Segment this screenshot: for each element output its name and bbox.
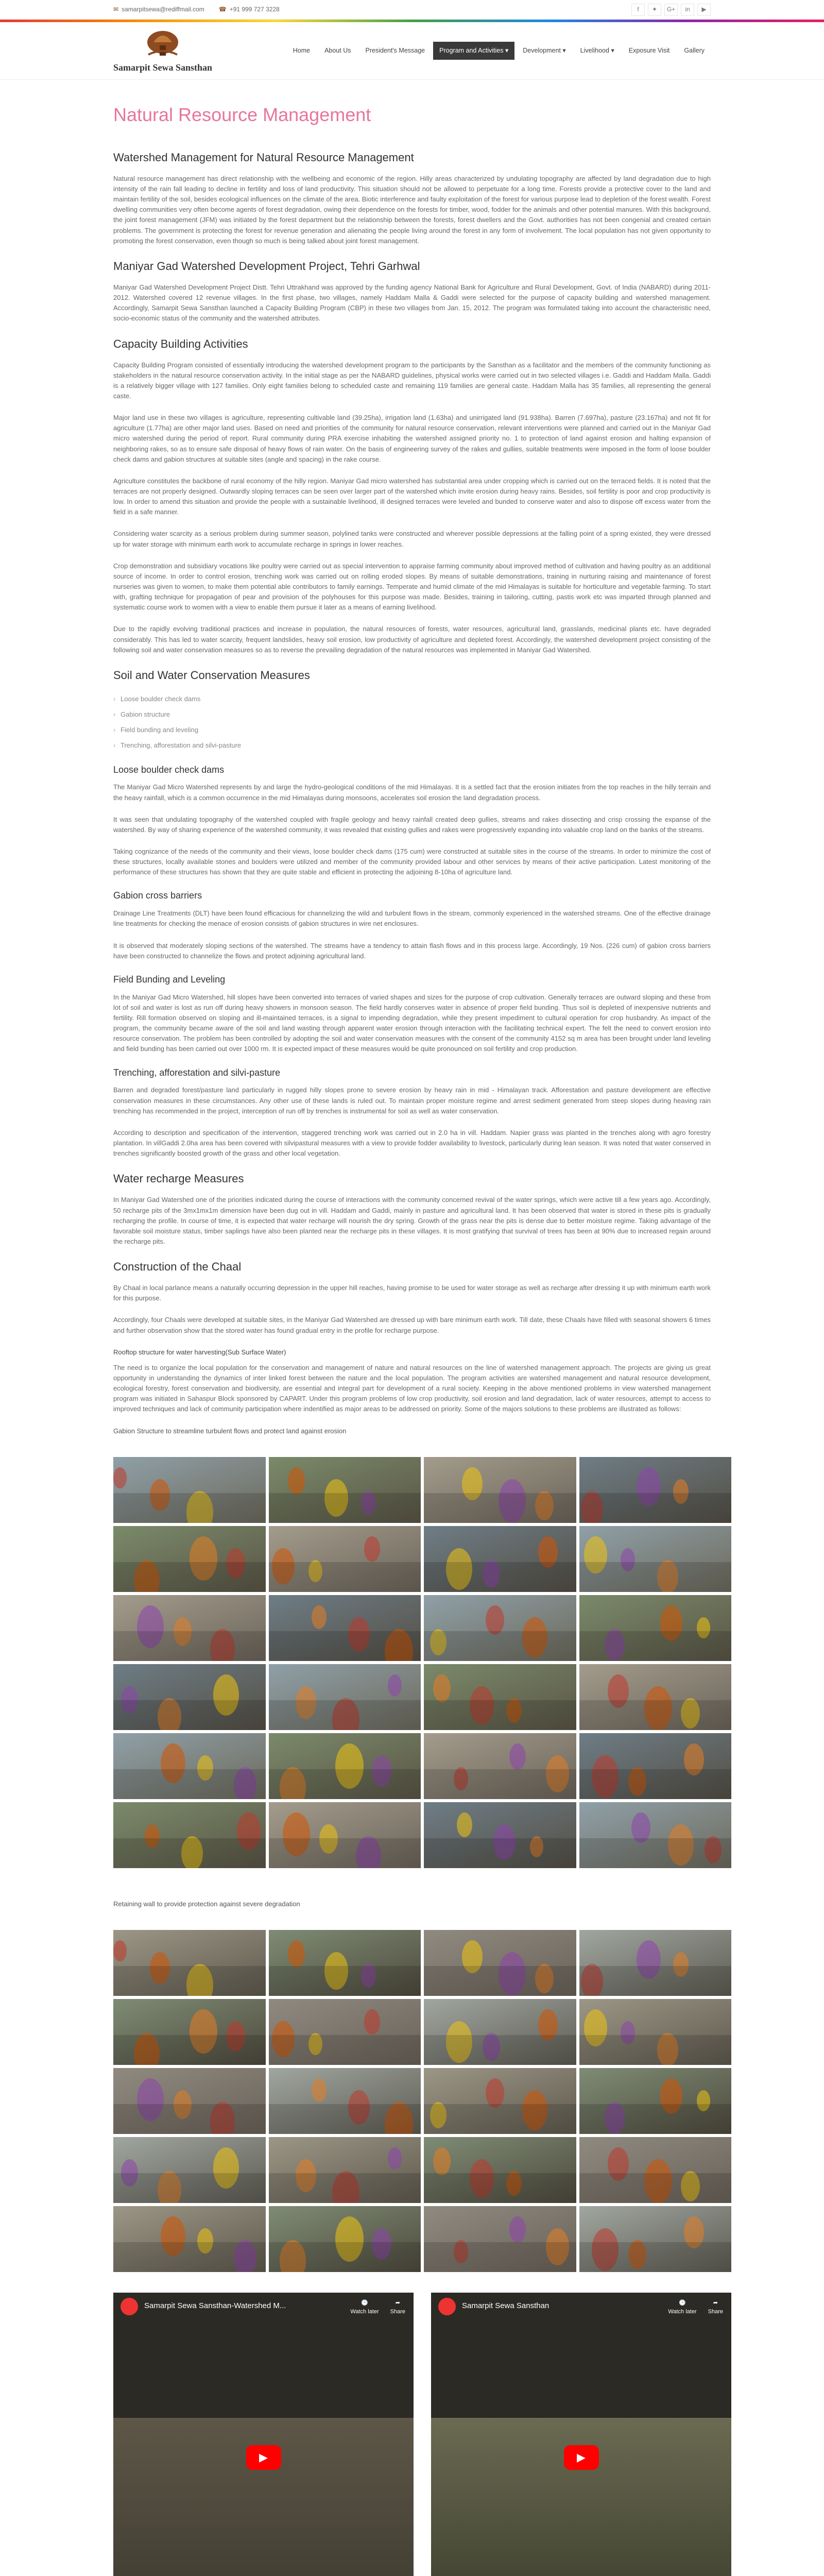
- photo-ground: [424, 2035, 576, 2065]
- photo-detail: [486, 2078, 504, 2108]
- photo-ground: [424, 1493, 576, 1523]
- gallery-photo[interactable]: [113, 2137, 266, 2203]
- nav-development[interactable]: Development ▾: [523, 46, 566, 54]
- photo-detail: [312, 1605, 327, 1629]
- conservation-measures-list: [113, 691, 711, 754]
- video-player[interactable]: [431, 2293, 731, 2576]
- nav-program-activities[interactable]: Program and Activities ▾: [433, 42, 514, 60]
- paragraph: It is observed that moderately sloping sections of the watershed. The streams have a tendency to attain flash flows and in this process large. Accordingly, 19 Nos. (226 cum) of gabion cross barriers have been constructed to channelize the flows and protect adjoining agricultural land.: [113, 941, 711, 960]
- video-thumbnail: [431, 2418, 731, 2576]
- photo-detail: [113, 1940, 127, 1962]
- photo-ground: [424, 2242, 576, 2272]
- photo-ground: [269, 1562, 421, 1592]
- paragraph: Major land use in these two villages is agriculture, representing cultivable land (39.25ha), irrigation land (1.63ha) and unirrigated land (91.938ha). Barren (7.697ha), pasture (23.167ha) and not fit for agriculture (1.77ha) are other major land uses. Based on need and priorities of the community for natural resource conservation, relevant interventions were planned and carried out in the Maniyar Gad micro watershed during the period of report. Rural community during PRA exercise inhabiting the watershed assigned priority no. 1 to protection of land against erosion and halting expansion of neighboring rakes, so as to ensure safe disposal of heavy flows of rain water. On the basis of engineering survey of the rakes and gullies, suitable treatments were imposed in the form of loose boulder check dams and gabion structures at suitable sites (angle and spacing) in the rake course.: [113, 414, 711, 463]
- photo-ground: [424, 2173, 576, 2203]
- section-title: Maniyar Gad Watershed Development Project, Tehri Garhwal: [113, 259, 420, 273]
- section-title: Watershed Management for Natural Resource Management: [113, 150, 414, 164]
- photo-ground: [269, 1493, 421, 1523]
- gallery-photo[interactable]: [424, 1595, 576, 1661]
- youtube-icon[interactable]: ▶: [697, 4, 711, 16]
- photo-ground: [113, 1700, 266, 1730]
- paragraph: It was seen that undulating topography of the watershed coupled with fragile geology and heavy rainfall created deep gullies, streams and rakes dissecting and crisp crossing the expanse of the watershed. By way of sharing experience of the watershed community, it was revealed that existing gullies and rakes were progressively expanding into valuable crop land on the banks of the streams.: [113, 815, 711, 834]
- photo-ground: [113, 2242, 266, 2272]
- google-plus-icon[interactable]: G+: [664, 4, 678, 16]
- list-item: › Gabion structure: [113, 707, 711, 722]
- photo-ground: [579, 1769, 732, 1799]
- photo-detail: [486, 1605, 504, 1635]
- gallery-caption: Gabion Structure to streamline turbulent flows and protect land against erosion: [113, 1427, 347, 1435]
- gallery-photo[interactable]: [424, 2068, 576, 2134]
- list-item: › Trenching, afforestation and silvi-pasture: [113, 738, 711, 753]
- paragraph: By Chaal in local parlance means a naturally occurring depression in the upper hill reaches, having promise to be used for water storage as well as recharge after dressing it up with minimum earth work for this purpose.: [113, 1284, 711, 1302]
- gallery-photo[interactable]: [113, 2068, 266, 2134]
- photo-ground: [579, 1631, 732, 1661]
- subsection-title: Loose boulder check dams: [113, 764, 225, 775]
- photo-detail: [288, 1467, 305, 1495]
- section-title: Water recharge Measures: [113, 1172, 244, 1185]
- gallery-photo[interactable]: [113, 1526, 266, 1592]
- nav-exposure-visit[interactable]: Exposure Visit: [628, 46, 670, 54]
- page-title: Natural Resource Management: [113, 104, 371, 125]
- gallery-photo[interactable]: [424, 1802, 576, 1868]
- photo-ground: [269, 1838, 421, 1868]
- gallery-photo[interactable]: [579, 1526, 732, 1592]
- gallery-photo[interactable]: [424, 1664, 576, 1730]
- photo-detail: [113, 1467, 127, 1489]
- channel-avatar: [121, 2298, 138, 2315]
- share-button[interactable]: ➦ Share: [390, 2299, 405, 2315]
- list-item: › Loose boulder check dams: [113, 691, 711, 707]
- video-title: Samarpit Sewa Sansthan: [462, 2301, 550, 2310]
- gallery-photo[interactable]: [424, 1733, 576, 1799]
- photo-ground: [113, 2173, 266, 2203]
- play-icon[interactable]: ▶: [564, 2445, 599, 2470]
- gallery-photo[interactable]: [579, 1802, 732, 1868]
- main-content: [0, 80, 824, 2576]
- gallery-photo[interactable]: [579, 1733, 732, 1799]
- photo-ground: [579, 1838, 732, 1868]
- gallery-photo[interactable]: [269, 2137, 421, 2203]
- gallery-photo[interactable]: [269, 1457, 421, 1523]
- subsection-title: Field Bunding and Leveling: [113, 974, 226, 985]
- photo-ground: [579, 1700, 732, 1730]
- nav-about[interactable]: About Us: [324, 46, 351, 54]
- gallery-photo[interactable]: [269, 2206, 421, 2272]
- subheading: Rooftop structure for water harvesting(Sub Surface Water): [113, 1348, 286, 1356]
- gallery-photo[interactable]: [113, 1999, 266, 2065]
- video-actions: [350, 2299, 405, 2316]
- chevron-down-icon: ▾: [562, 46, 566, 54]
- gallery-photo[interactable]: [424, 2137, 576, 2203]
- subsection-title: Gabion cross barriers: [113, 890, 202, 901]
- photo-ground: [269, 1769, 421, 1799]
- photo-detail: [509, 2216, 526, 2243]
- paragraph: According to description and specification of the intervention, staggered trenching work was carried out in 2.0 ha in vill. Haddam. Napier grass was planted in the trenches along with agro forestry plantation. In villGaddi 2.0ha area has been covered with silvipastural measures with a view to provide fodder availability to livestock, particularly during lean season. It was noted that water conserved in trenches significantly boosted growth of the grass and other local vegetation.: [113, 1128, 711, 1158]
- gallery-photo[interactable]: [579, 1999, 732, 2065]
- gallery-photo[interactable]: [113, 2206, 266, 2272]
- gallery-photo[interactable]: [113, 1802, 266, 1868]
- photo-ground: [424, 2104, 576, 2134]
- section-title: Soil and Water Conservation Measures: [113, 668, 310, 682]
- gallery-caption: Retaining wall to provide protection against severe degradation: [113, 1900, 300, 1908]
- top-phone[interactable]: ☎ +91 999 727 3228: [218, 6, 280, 13]
- photo-detail: [364, 2009, 380, 2035]
- gallery-photo[interactable]: [269, 1664, 421, 1730]
- paragraph: Due to the rapidly evolving traditional practices and increase in population, the natural resources of forests, water resources, agricultural land, grasslands, medicinal plants etc. have degraded considerably. This has led to water scarcity, frequent landslides, heavy soil erosion, low productivity of agriculture and depleted forest. Accordingly, the watershed development project consisting of the following soil and water conservation measures so as to reverse the prevailing degradation of the natural resources was implemented in Maniyar Gad Watershed.: [113, 625, 711, 654]
- photo-ground: [579, 1493, 732, 1523]
- gallery-photo[interactable]: [424, 1457, 576, 1523]
- paragraph: Natural resource management has direct relationship with the wellbeing and economic of the region. Hilly areas characterized by undulating topography are affected by land degradation due to high intensity of the rain fall leading to decline in fertility and loss of land productivity. This situation should not be allowed to perpetuate for a long time. Forests provide a protective cover to the land and maintain fertility of the soil, besides ecological influences on the climate of the area. Biotic interference and faulty exploitation of the forest for various purpose lead to depletion of the forest wealth. Forest dwelling communities very often become agents of forest degradation, owing their dependence on the forests for timber, wood, fodder for the animals and other potential manures. With this background, the joint forest management (JFM) was initiated by the forest department but the relationship between the forests, forest dwellers and the Govt. authorities has not been congenial and created certain problems. The government is protecting the forest for revenue generation and alienating the people living around the forest in any form of involvement. The local population has not given opportunity to promoting the forest conservation, even though so much is being talked about joint forest management.: [113, 174, 711, 245]
- list-item: › Field bunding and leveling: [113, 722, 711, 738]
- paragraph: Maniyar Gad Watershed Development Project Distt. Tehri Uttrakhand was approved by the funding agency National Bank for Agriculture and Rural Development, Govt. of India (NABARD) during 2011-2012. Watershed covered 12 revenue villages. In the first phase, two villages, namely Haddam Malla & Gaddi were selected for the purpose of capacity building and watershed management. Accordingly, Samarpit Sewa Sansthan launched a Capacity Building Program (CBP) in these two villages from Jan. 15, 2012. The program was formulated taking into account the characteristic need, socio-economic status of the community and the watershed attributes.: [113, 283, 711, 323]
- paragraph: In the Maniyar Gad Micro Watershed, hill slopes have been converted into terraces of varied shapes and sizes for the purpose of crop cultivation. Generally terraces are outward sloping and these from lot of soil and water is lost as run off during heavy showers in monsoon season. The field hardly conserves water in absence of proper field bunding. Thus soil is depleted of inexpensive nutrients and fertility. Rill formation observed on sloping and ill-maintained terraces, is a signal to impending degradation, while they present impediment to cultural operation for crop husbandry. As impact of the program, the community became aware of the soil and land wasting through apparent water erosion through interaction with the facilitating technical expert. The felt the need to convert erosion into resource conservation. The problem has been controlled by adopting the soil and water conservation measures with the consent of the community 4152 sq m area has been brought under land leveling and field bunding has been carried out over 1000 rm. It is expected impact of these measures would be quite pronounced on soil fertility and crop production.: [113, 993, 711, 1053]
- chevron-down-icon: ▾: [611, 46, 614, 54]
- gallery-photo[interactable]: [424, 2206, 576, 2272]
- photo-ground: [424, 1562, 576, 1592]
- gallery-photo[interactable]: [113, 1664, 266, 1730]
- photo-ground: [269, 1631, 421, 1661]
- photo-detail: [288, 1940, 305, 1968]
- paragraph: The Maniyar Gad Micro Watershed represents by and large the hydro-geological conditions of the mid Himalayas. It is a settled fact that the erosion initiates from the top reaches in the hilly terrain and the heavy rainfall, which is a common occurrence in the mid Himalayas during monsoons, accelerates soil erosion the land degradation process.: [113, 783, 711, 802]
- photo-ground: [113, 2104, 266, 2134]
- photo-ground: [579, 2242, 732, 2272]
- photo-ground: [424, 1838, 576, 1868]
- photo-ground: [424, 1631, 576, 1661]
- watch-later-button[interactable]: 🕒 Watch later: [668, 2299, 697, 2315]
- photo-ground: [424, 1769, 576, 1799]
- gallery-photo[interactable]: [113, 1733, 266, 1799]
- chevron-down-icon: ▾: [505, 46, 509, 54]
- facebook-icon[interactable]: f: [631, 4, 645, 16]
- photo-ground: [424, 1966, 576, 1996]
- nav-gallery[interactable]: Gallery: [684, 46, 705, 54]
- gallery-photo[interactable]: [579, 1595, 732, 1661]
- nav-president-message[interactable]: President's Message: [365, 46, 425, 54]
- photo-detail: [364, 1536, 380, 1562]
- site-header: [0, 22, 824, 80]
- watch-later-button[interactable]: 🕒 Watch later: [350, 2299, 379, 2315]
- paragraph: Agriculture constitutes the backbone of rural economy of the hilly region. Maniyar Gad micro watershed has substantial area under cropping which is carried out on the terraced fields. It is noted that the terraces are not properly designed. Outwardly sloping terraces can be seen over larger part of the watershed which invite erosion during heavy rains. Besides, soil fertility is poor and crop productivity is low. In order to amend this situation and provide the people with a sustainable livelihood, ill designed terraces were leveled and bunded to conserve water and also to dispose off excess water from the field in a safe manner.: [113, 477, 711, 516]
- gallery-photo[interactable]: [269, 1802, 421, 1868]
- paragraph: Capacity Building Program consisted of essentially introducing the watershed development program to the participants by the Sansthan as a facilitator and the members of the community functioning as stakeholders in the natural resource conservation activity. In the initial stage as per the NABARD guidelines, physical works were carried out in two selected villages i.e. Gaddi and Haddam Malla. Gaddi is a relatively bigger village with 127 families. Only eight families belong to scheduled caste and remaining 119 families are general caste. Haddam Malla has 35 families, all representing the general caste.: [113, 361, 711, 400]
- gallery-photo[interactable]: [579, 2068, 732, 2134]
- channel-avatar: [438, 2298, 456, 2315]
- gallery-photo[interactable]: [113, 1595, 266, 1661]
- paragraph: Barren and degraded forest/pasture land particularly in rugged hilly slopes prone to severe erosion by heavy rain in mid - Himalayan track. Afforestation and pasture development are effective conservation measures in these circumstances. Any other use of these lands is ruled out. To maintain proper moisture regime and arrest sediment generated from steep slopes during heaving rain trenching has recommended in the project, interception of run off by trenches is instrumental for soil as well as water conservation.: [113, 1086, 711, 1115]
- photo-ground: [579, 2173, 732, 2203]
- paragraph: Taking cognizance of the needs of the community and their views, loose boulder check dams (175 cum) were constructed at suitable sites in the course of the streams. In order to minimize the cost of these structures, locally available stones and boulders were utilized and member of the community provided labour and other services by means of their active participation. Latest monitoring of the performance of these structures has shown that they are quite stable and efficient in protecting the adjoining 8-10ha of agriculture land.: [113, 847, 711, 876]
- gallery-photo[interactable]: [579, 1664, 732, 1730]
- top-bar: [0, 0, 824, 20]
- photo-ground: [113, 1966, 266, 1996]
- photo-detail: [388, 1674, 402, 1697]
- photo-ground: [113, 1493, 266, 1523]
- photo-detail: [312, 2078, 327, 2102]
- photo-ground: [269, 2173, 421, 2203]
- main-nav: [287, 42, 711, 60]
- photo-ground: [424, 1700, 576, 1730]
- gallery-photo[interactable]: [579, 2137, 732, 2203]
- paragraph: In Maniyar Gad Watershed one of the priorities indicated during the course of interactions with the community concerned revival of the water springs, which were active till a few years ago. Accordingly, 50 recharge pits of the 3mx1mx1m dimension have been dug out in vill. Haddam and Gaddi, mainly in pasture and agricultural land. It has been observed that water is stored in these pits is gradually recharging the profile. In course of time, it is expected that water recharge will nourish the dry spring. Growth of the grass near the pits is dense due to better moisture regime. Taking advantage of the favorable soil moisture status, timber saplings have also been planted near the recharge pits in these villages. It is most gratifying that survival of trees has been at 90% due to increased regain around the recharge pits.: [113, 1196, 711, 1245]
- nav-livelihood[interactable]: Livelihood ▾: [580, 46, 614, 54]
- gallery-photo[interactable]: [579, 1930, 732, 1996]
- gallery-photo[interactable]: [113, 1930, 266, 1996]
- video-title: Samarpit Sewa Sansthan-Watershed M...: [144, 2301, 286, 2310]
- paragraph: Crop demonstration and subsidiary vocations like poultry were carried out as special intervention to appraise farming community about improved method of cultivation and having poultry as an additional source of income. In order to control erosion, trenching work was carried out on rolling eroded slopes. By means of suitable demonstrations, training in nurturing raising and maintenance of forest nurseries was given to women, to make them potential able contributors to family earnings. Temperate and humid climate of the mid Himalayas is suitable for horticulture and vegetable farming. To start with, grafting technique for propagation of pear and provision of the polyhouses for this purpose was made. Besides, training in tailoring, cutting, pastis work etc was imparted through planned and systematic course work to women with a view to enable them pursue it later as a means of earning livelihood.: [113, 562, 711, 612]
- twitter-icon[interactable]: ✦: [648, 4, 661, 16]
- video-actions: [668, 2299, 723, 2316]
- nav-home[interactable]: Home: [293, 46, 311, 54]
- gallery-photo[interactable]: [269, 1930, 421, 1996]
- photo-ground: [269, 2035, 421, 2065]
- gallery-photo[interactable]: [579, 2206, 732, 2272]
- video-section: [113, 2293, 731, 2576]
- gallery-photo[interactable]: [424, 1999, 576, 2065]
- phone-icon: ☎: [218, 6, 227, 13]
- photo-ground: [113, 1769, 266, 1799]
- brand-name: Samarpit Sewa Sansthan: [113, 62, 213, 73]
- gallery-photo[interactable]: [269, 1999, 421, 2065]
- paragraph: The need is to organize the local population for the conservation and management of nature and natural resources on the line of watershed management approach. The projects are giving us great opportunity in understanding the dynamics of inter linked forest between the nature and the local population. The program activities are watershed management and natural resource development, ecological forestry, forest conservation and biodiversity, are essential and integral part for development of a rural society. Keeping in the above mentioned problems in view watershed management program was initiated in Sahaspur Block sponsored by CAPART. Under this program problems of low crop productivity, soil erosion and land degradation, lack of water resources, attempt to access to improved techniques and lack of community participation where indentified as major areas to be addressed on priority. Some of the majors solutions to these problems are illustrated as follows:: [113, 1363, 711, 1413]
- photo-detail: [457, 1812, 472, 1837]
- video-player[interactable]: [113, 2293, 414, 2576]
- gallery-photo[interactable]: [113, 1457, 266, 1523]
- site-logo[interactable]: [113, 27, 212, 75]
- photo-gallery-retaining-wall: [113, 1930, 731, 2272]
- photo-detail: [509, 1743, 526, 1770]
- photo-gallery-gabion: [113, 1457, 731, 1868]
- share-button[interactable]: ➦ Share: [708, 2299, 723, 2315]
- mail-icon: ✉: [113, 6, 119, 13]
- gallery-photo[interactable]: [424, 1930, 576, 1996]
- gallery-photo[interactable]: [424, 1526, 576, 1592]
- paragraph: Drainage Line Treatments (DLT) have been found efficacious for channelizing the wild and turbulent flows in the stream, commonly experienced in the watershed streams. One of the effective drainage line treatments for checking the menace of erosion consists of gabion structures in wire net enclosures.: [113, 909, 711, 928]
- photo-ground: [579, 1966, 732, 1996]
- photo-detail: [388, 2147, 402, 2170]
- paragraph: Accordingly, four Chaals were developed at suitable sites, in the Maniyar Gad Watershed are dressed up with bare minimum earth work. Till date, these Chaals have filled with seasonal showers 6 times and further observation show that the stored water has found gradual entry in the profile for recharge purpose.: [113, 1316, 711, 1334]
- gallery-photo[interactable]: [269, 1526, 421, 1592]
- section-title: Construction of the Chaal: [113, 1260, 242, 1274]
- photo-ground: [113, 2035, 266, 2065]
- play-icon[interactable]: ▶: [246, 2445, 281, 2470]
- top-social: [631, 4, 711, 16]
- photo-detail: [433, 2147, 451, 2175]
- linkedin-icon[interactable]: in: [681, 4, 694, 16]
- photo-ground: [113, 1562, 266, 1592]
- photo-detail: [433, 1674, 451, 1702]
- photo-ground: [579, 2104, 732, 2134]
- photo-ground: [113, 1838, 266, 1868]
- gallery-photo[interactable]: [269, 2068, 421, 2134]
- video-thumbnail: [113, 2418, 414, 2576]
- top-email[interactable]: ✉ samarpitsewa@rediffmail.com: [113, 6, 204, 13]
- gallery-photo[interactable]: [579, 1457, 732, 1523]
- section-title: Capacity Building Activities: [113, 337, 248, 350]
- photo-ground: [269, 1700, 421, 1730]
- top-contact: [113, 5, 280, 14]
- subsection-title: Trenching, afforestation and silvi-pasture: [113, 1067, 281, 1078]
- logo-emblem-icon: [138, 27, 187, 60]
- photo-ground: [269, 1966, 421, 1996]
- gallery-photo[interactable]: [269, 1595, 421, 1661]
- photo-ground: [579, 1562, 732, 1592]
- photo-ground: [579, 2035, 732, 2065]
- gallery-photo[interactable]: [269, 1733, 421, 1799]
- photo-ground: [269, 2104, 421, 2134]
- photo-ground: [113, 1631, 266, 1661]
- paragraph: Considering water scarcity as a serious problem during summer season, polylined tanks were constructed and wherever possible depressions at the falling point of a spring existed, they were dressed up for water storage with minimum earth work to accumulate recharge in springs in lower reaches.: [113, 530, 711, 548]
- photo-ground: [269, 2242, 421, 2272]
